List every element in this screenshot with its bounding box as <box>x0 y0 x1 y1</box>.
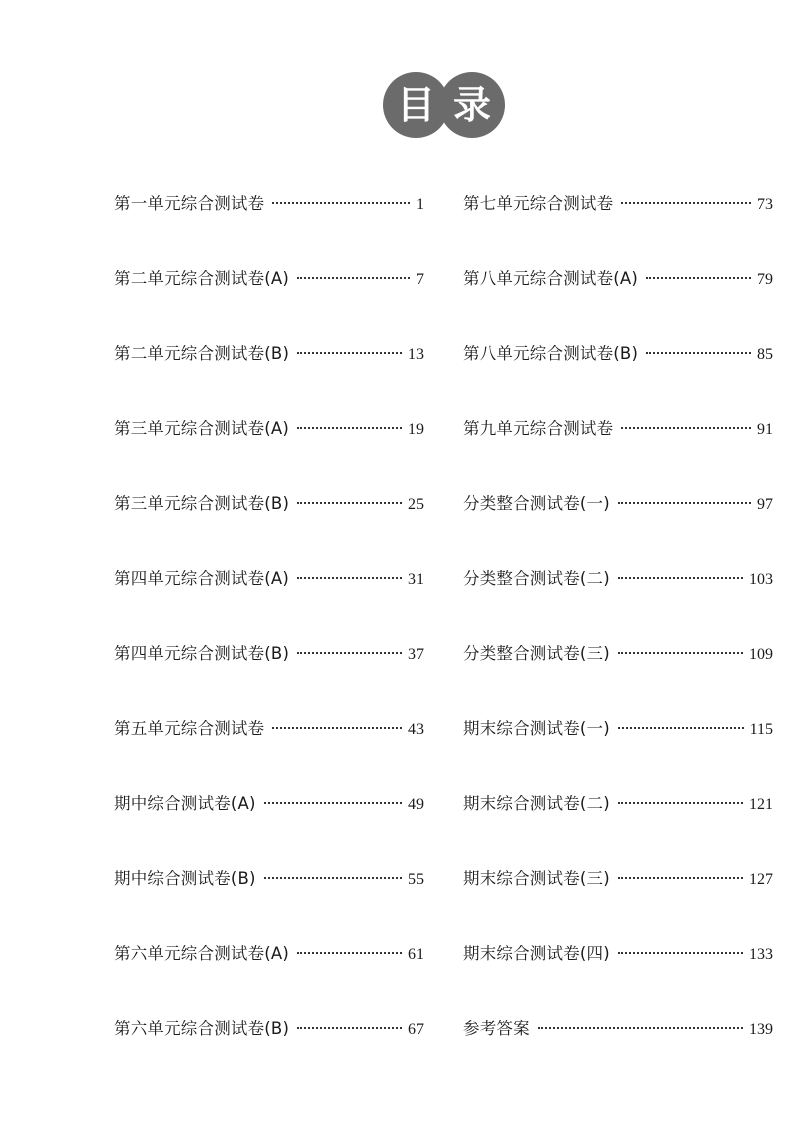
toc-entry[interactable] <box>463 265 773 340</box>
toc-entry-label: 第四单元综合测试卷(B) <box>114 644 290 663</box>
dot-leader <box>618 802 743 804</box>
toc-entry-page: 139 <box>749 1021 773 1038</box>
toc-entry[interactable] <box>463 790 773 865</box>
toc-entry[interactable] <box>463 190 773 265</box>
title-char-lu: 录 <box>439 72 505 138</box>
toc-column-left <box>114 190 424 1090</box>
toc-entry[interactable] <box>114 415 424 490</box>
toc-entry-label: 第二单元综合测试卷(A) <box>114 269 290 288</box>
dot-leader <box>618 577 743 579</box>
dot-leader <box>297 952 402 954</box>
dot-leader <box>646 277 751 279</box>
toc-entry-page: 49 <box>408 796 424 813</box>
toc-entry-label: 期末综合测试卷(四) <box>463 944 610 963</box>
toc-entry[interactable] <box>463 565 773 640</box>
toc-entry-label: 第八单元综合测试卷(B) <box>463 344 639 363</box>
title-char-mu: 目 <box>383 72 449 138</box>
toc-entry[interactable] <box>114 865 424 940</box>
dot-leader <box>297 502 402 504</box>
toc-entry-page: 73 <box>757 196 773 213</box>
toc-entry[interactable] <box>114 565 424 640</box>
toc-entry-page: 67 <box>408 1021 424 1038</box>
dot-leader <box>618 652 743 654</box>
toc-entry-page: 31 <box>408 571 424 588</box>
dot-leader <box>621 427 751 429</box>
toc-entry[interactable] <box>463 715 773 790</box>
toc-entry-label: 第四单元综合测试卷(A) <box>114 569 290 588</box>
toc-entry-label: 第一单元综合测试卷 <box>114 194 265 213</box>
toc-entry-label: 期末综合测试卷(一) <box>463 719 610 738</box>
dot-leader <box>621 202 751 204</box>
dot-leader <box>297 652 402 654</box>
toc-entry[interactable] <box>114 715 424 790</box>
page-title <box>0 72 800 138</box>
toc-entry-label: 第六单元综合测试卷(B) <box>114 1019 290 1038</box>
dot-leader <box>297 577 402 579</box>
toc-entry[interactable] <box>463 865 773 940</box>
toc-entry-label: 第三单元综合测试卷(A) <box>114 419 290 438</box>
toc-entry-label: 期中综合测试卷(A) <box>114 794 256 813</box>
dot-leader <box>538 1027 743 1029</box>
toc-entry[interactable] <box>463 640 773 715</box>
dot-leader <box>618 727 744 729</box>
toc-entry[interactable] <box>114 190 424 265</box>
toc-entry[interactable] <box>463 1015 773 1090</box>
dot-leader <box>264 802 402 804</box>
dot-leader <box>297 1027 402 1029</box>
toc-entry[interactable] <box>114 1015 424 1090</box>
dot-leader <box>618 502 751 504</box>
toc-entry-page: 19 <box>408 421 424 438</box>
dot-leader <box>297 427 402 429</box>
toc-entry-label: 第七单元综合测试卷 <box>463 194 614 213</box>
toc-entry[interactable] <box>463 490 773 565</box>
dot-leader <box>272 727 402 729</box>
toc-entry-page: 127 <box>749 871 773 888</box>
dot-leader <box>297 352 402 354</box>
toc-entry[interactable] <box>114 790 424 865</box>
toc-entry-page: 1 <box>416 196 424 213</box>
toc-entry-label: 第三单元综合测试卷(B) <box>114 494 290 513</box>
toc-entry-page: 85 <box>757 346 773 363</box>
toc-entry-label: 分类整合测试卷(二) <box>463 569 610 588</box>
toc-entry-label: 参考答案 <box>463 1019 530 1038</box>
toc-entry-label: 第六单元综合测试卷(A) <box>114 944 290 963</box>
toc-entry-label: 期末综合测试卷(三) <box>463 869 610 888</box>
toc-entry-page: 91 <box>757 421 773 438</box>
toc-entry-page: 121 <box>749 796 773 813</box>
toc-entry-label: 期末综合测试卷(二) <box>463 794 610 813</box>
toc-entry-label: 分类整合测试卷(三) <box>463 644 610 663</box>
toc-entry-label: 第二单元综合测试卷(B) <box>114 344 290 363</box>
toc-entry-page: 37 <box>408 646 424 663</box>
toc-entry-page: 109 <box>749 646 773 663</box>
toc-entry-label: 期中综合测试卷(B) <box>114 869 256 888</box>
toc-column-right <box>463 190 773 1090</box>
toc-entry-label: 第九单元综合测试卷 <box>463 419 614 438</box>
toc-entry-page: 103 <box>749 571 773 588</box>
toc-entry-page: 79 <box>757 271 773 288</box>
dot-leader <box>618 952 743 954</box>
toc-entry-page: 7 <box>416 271 424 288</box>
toc-entry[interactable] <box>114 940 424 1015</box>
toc-entry[interactable] <box>114 490 424 565</box>
toc-entry[interactable] <box>463 415 773 490</box>
toc-entry[interactable] <box>463 940 773 1015</box>
dot-leader <box>297 277 410 279</box>
toc-entry-label: 第八单元综合测试卷(A) <box>463 269 639 288</box>
toc-entry-page: 13 <box>408 346 424 363</box>
toc-entry-page: 43 <box>408 721 424 738</box>
toc-entry[interactable] <box>463 340 773 415</box>
dot-leader <box>264 877 402 879</box>
dot-leader <box>618 877 743 879</box>
toc-entry[interactable] <box>114 265 424 340</box>
toc-entry-label: 第五单元综合测试卷 <box>114 719 265 738</box>
toc-entry-page: 55 <box>408 871 424 888</box>
toc-entry[interactable] <box>114 340 424 415</box>
toc-entry-page: 133 <box>749 946 773 963</box>
toc-entry-page: 61 <box>408 946 424 963</box>
dot-leader <box>272 202 410 204</box>
toc-entry-label: 分类整合测试卷(一) <box>463 494 610 513</box>
toc-entry-page: 115 <box>749 721 773 738</box>
toc-entry[interactable] <box>114 640 424 715</box>
toc-entry-page: 97 <box>757 496 773 513</box>
dot-leader <box>646 352 751 354</box>
toc-entry-page: 25 <box>408 496 424 513</box>
